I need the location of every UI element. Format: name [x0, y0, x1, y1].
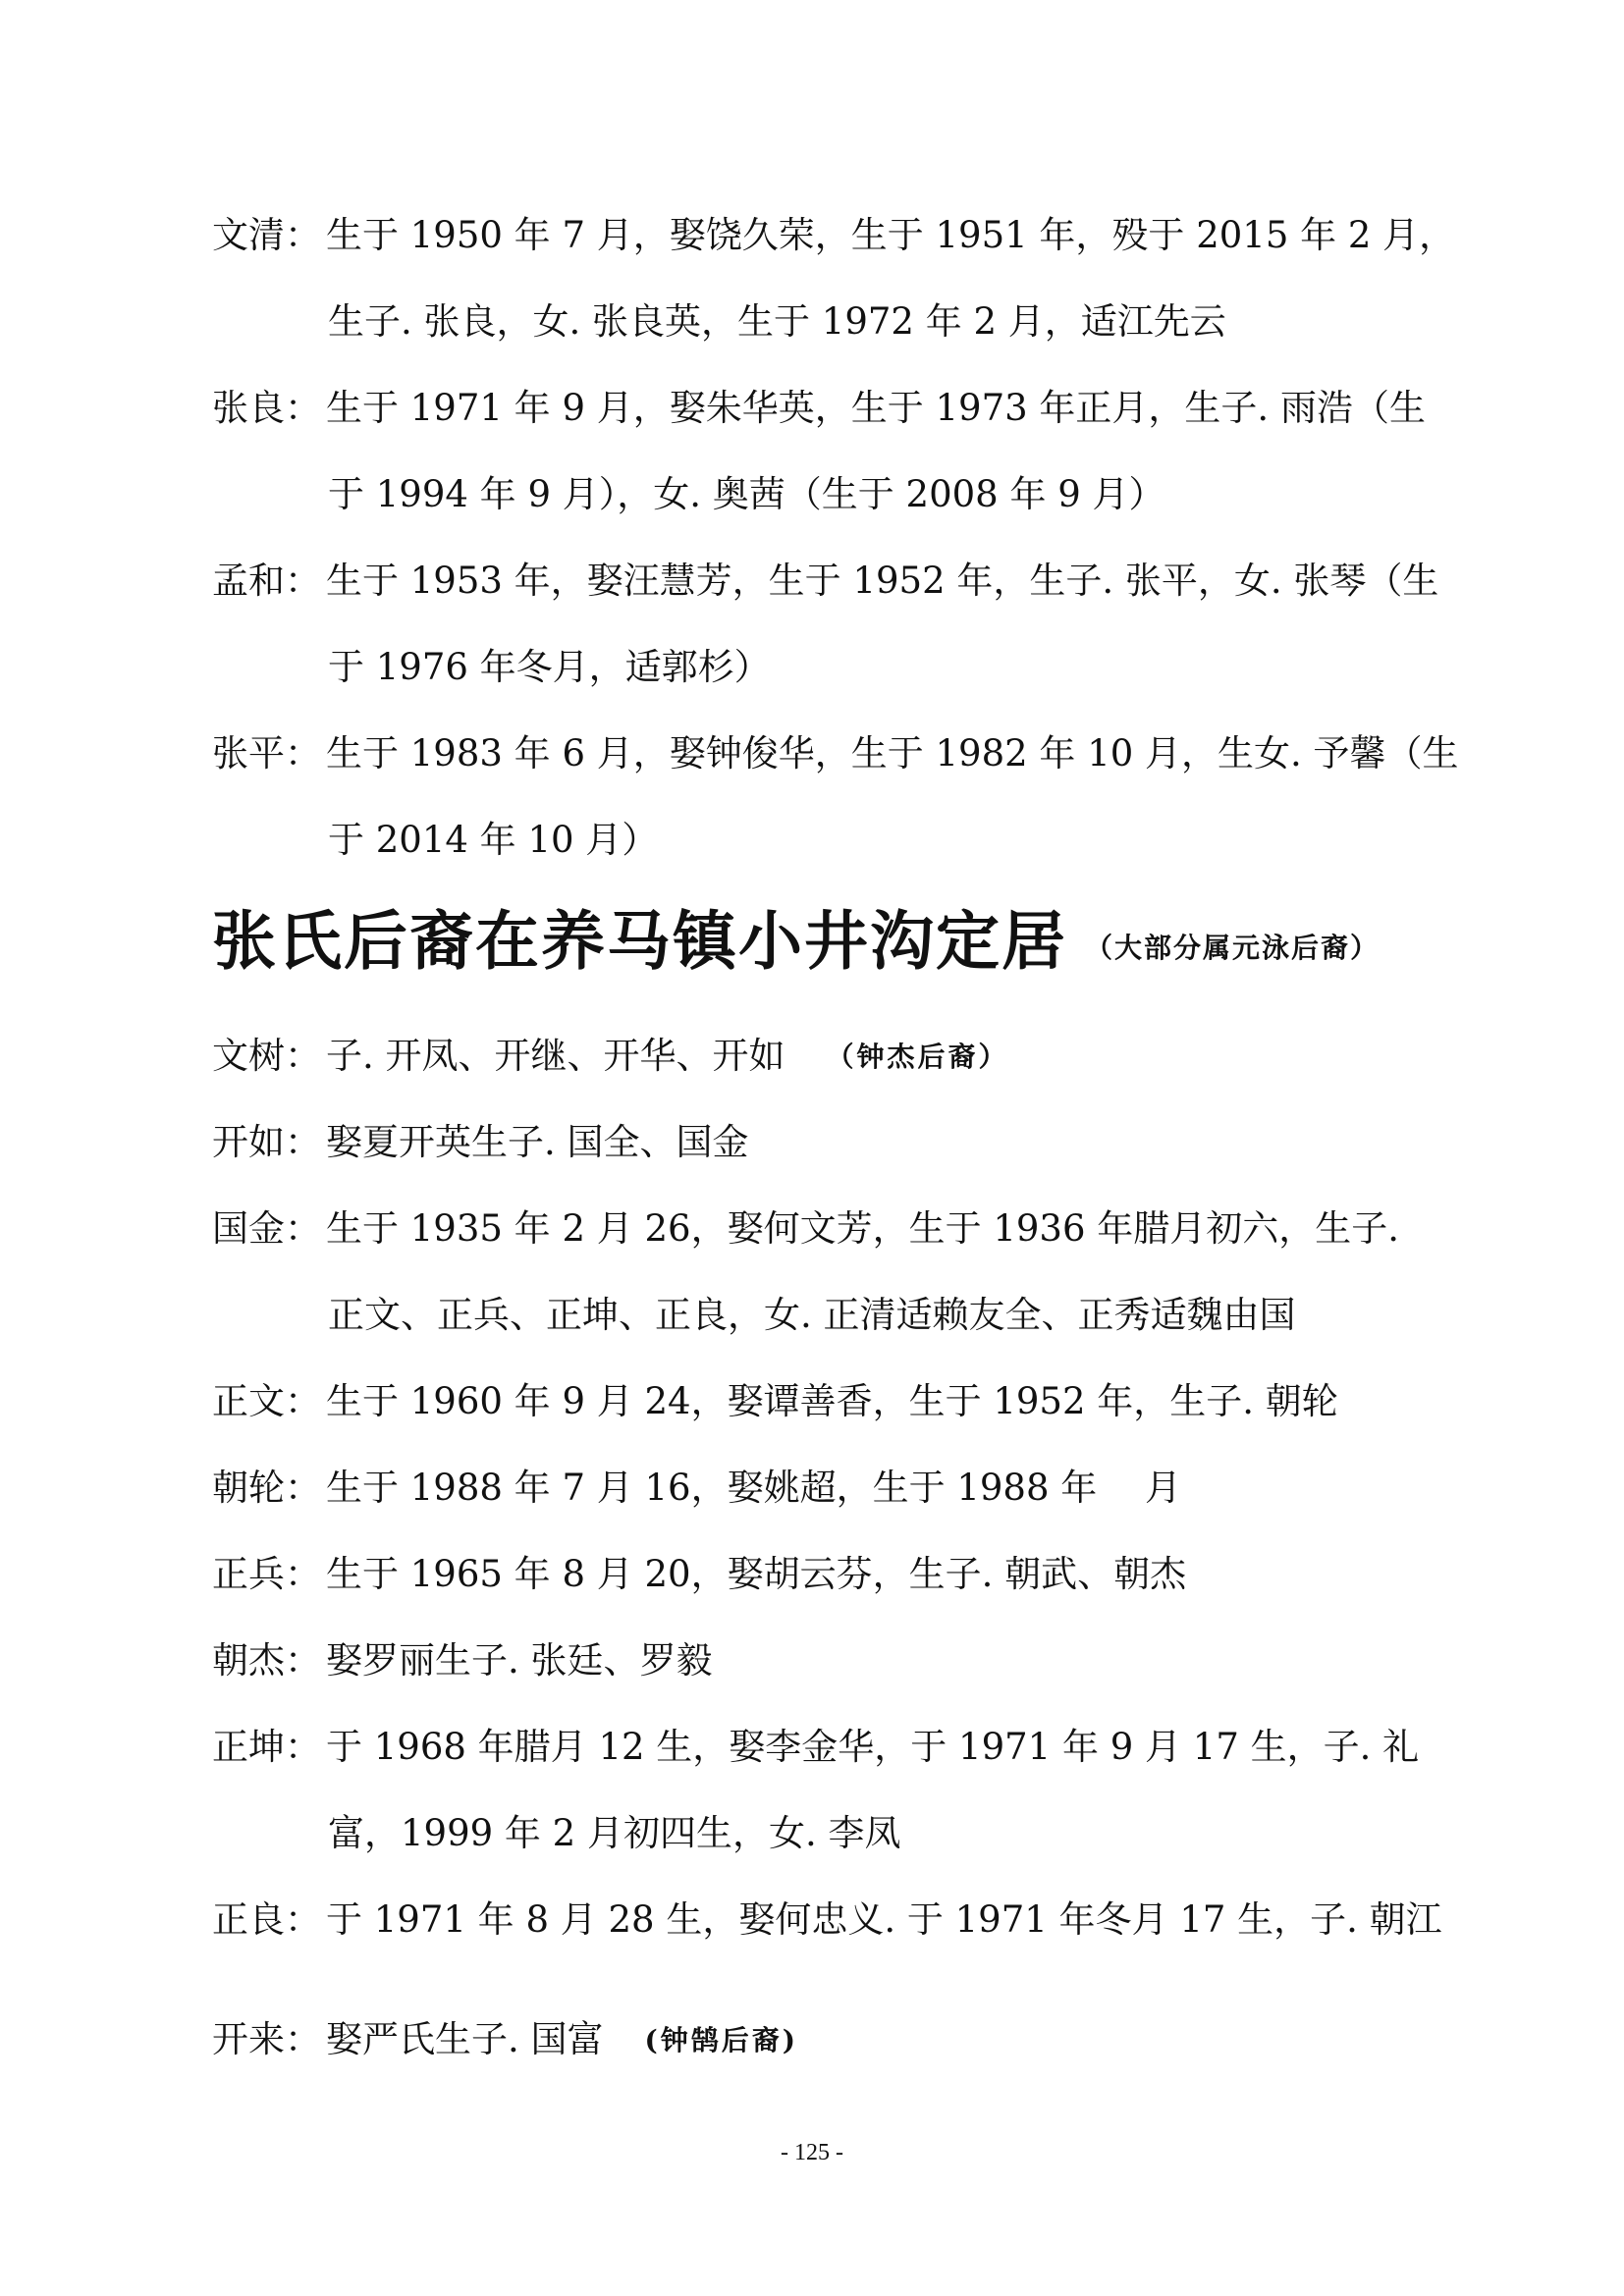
entry-text: 于 1968 年腊月 12 生，娶李金华，于 1971 年 9 月 17 生，子. 礼: [326, 1726, 1420, 1768]
entry-zhangping-line-2: [328, 817, 1400, 864]
lineage-note: （钟杰后裔）: [826, 1041, 1009, 1073]
entry-text: 生于 1950 年 7 月，娶饶久荣，生于 1951 年，殁于 2015 年 2 月，: [326, 214, 1456, 256]
entry-label: 文清：: [212, 214, 321, 256]
entry-menghe-line-1: [212, 558, 1439, 605]
entry-zhengkun-line-1: [212, 1724, 1420, 1771]
entry-wenshu: [212, 1033, 1400, 1081]
entry-text: 生于 1965 年 8 月 20，娶胡云芬，生子. 朝武、朝杰: [326, 1553, 1187, 1595]
entry-text: 生于 1935 年 2 月 26，娶何文芳，生于 1936 年腊月初六，生子.: [326, 1207, 1400, 1250]
entry-zhengwen: [212, 1378, 1400, 1425]
entry-label: 正兵：: [212, 1553, 321, 1595]
entry-label: 张良：: [212, 387, 321, 429]
entry-zhangliang-line-2: [328, 471, 1400, 518]
entry-text: 于 1976 年冬月，适郭杉）: [328, 646, 771, 688]
entry-guojin-line-2: [328, 1292, 1400, 1339]
entry-text: 于 2014 年 10 月）: [328, 819, 659, 861]
entry-label: 国金：: [212, 1207, 321, 1250]
entry-zhengkun-line-2: [328, 1810, 1400, 1857]
entry-kailai: [212, 2016, 1400, 2064]
entry-menghe-line-2: [328, 644, 1400, 691]
entry-text: 生于 1983 年 6 月，娶钟俊华，生于 1982 年 10 月，生女. 予馨（生: [326, 732, 1459, 774]
entry-text: 于 1971 年 8 月 28 生，娶何忠义. 于 1971 年冬月 17 生，子. 朝江: [326, 1898, 1442, 1941]
entry-text: 生子. 张良，女. 张良英，生于 1972 年 2 月，适江先云: [328, 300, 1226, 343]
entry-text: 生于 1988 年 7 月 16，娶姚超，生于 1988 年 月: [326, 1467, 1182, 1509]
entry-chaojie: [212, 1637, 1400, 1684]
entry-label: 孟和：: [212, 560, 321, 602]
entry-text: 富，1999 年 2 月初四生，女. 李凤: [328, 1812, 901, 1854]
entry-label: 朝轮：: [212, 1467, 321, 1509]
section-title-note: （大部分属元泳后裔）: [1085, 932, 1380, 964]
entry-label: 正坤：: [212, 1726, 321, 1768]
page-number: - 125 -: [781, 2140, 843, 2165]
entry-guojin-line-1: [212, 1205, 1400, 1253]
entry-label: 开如：: [212, 1121, 321, 1163]
entry-text: 娶严氏生子. 国富: [326, 2018, 604, 2060]
entry-text: 娶罗丽生子. 张廷、罗毅: [326, 1639, 713, 1682]
entry-label: 文树：: [212, 1035, 321, 1077]
section-title-text: 张氏后裔在养马镇小井沟定居: [212, 904, 1068, 979]
section-title: [212, 899, 1410, 984]
entry-zhengliang: [212, 1896, 1442, 1944]
entry-label: 张平：: [212, 732, 321, 774]
entry-label: 正文：: [212, 1380, 321, 1422]
entry-zhangliang-line-1: [212, 385, 1426, 432]
entry-chaolun: [212, 1465, 1400, 1512]
entry-zhangping-line-1: [212, 730, 1459, 777]
entry-kairu: [212, 1119, 1400, 1166]
entry-text: 生于 1953 年，娶汪慧芳，生于 1952 年，生子. 张平，女. 张琴（生: [326, 560, 1439, 602]
entry-wenqing-line-1: [212, 212, 1456, 259]
entry-text: 于 1994 年 9 月），女. 奥茜（生于 2008 年 9 月）: [328, 473, 1165, 515]
entry-text: 娶夏开英生子. 国全、国金: [326, 1121, 749, 1163]
entry-text: 正文、正兵、正坤、正良，女. 正清适赖友全、正秀适魏由国: [328, 1294, 1296, 1336]
lineage-note: (钟鹄后裔): [644, 2024, 799, 2056]
entry-label: 开来：: [212, 2018, 321, 2060]
entry-zhengbing: [212, 1551, 1400, 1598]
entry-label: 朝杰：: [212, 1639, 321, 1682]
entry-text: 生于 1960 年 9 月 24，娶谭善香，生于 1952 年，生子. 朝轮: [326, 1380, 1338, 1422]
entry-text: 子. 开凤、开继、开华、开如: [326, 1035, 785, 1077]
entry-label: 正良：: [212, 1898, 321, 1941]
entry-wenqing-line-2: [328, 298, 1400, 346]
entry-text: 生于 1971 年 9 月，娶朱华英，生于 1973 年正月，生子. 雨浩（生: [326, 387, 1426, 429]
